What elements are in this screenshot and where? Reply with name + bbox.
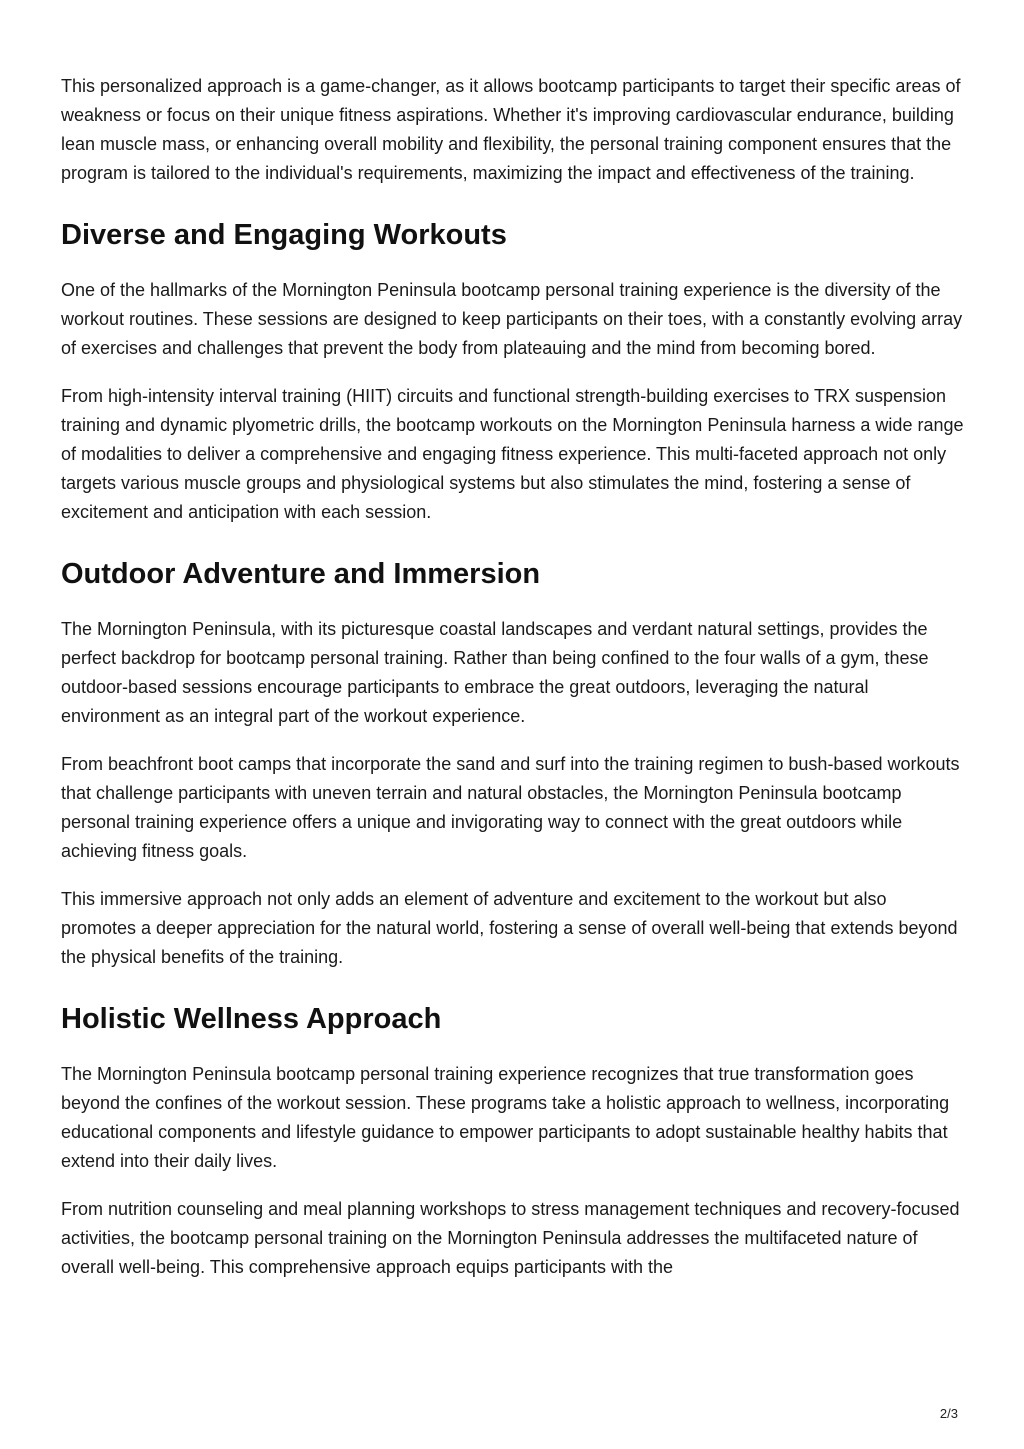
intro-paragraph: This personalized approach is a game-changer, as it allows bootcamp participants to target their specific areas of weakness or focus on their unique fitness aspirations. Whether it's improving cardiovascular endurance, building lean muscle mass, or enhancing overall mobility and flexibility, the personal training component ensures that the program is tailored to the individual's requirements, maximizing the impact and effectiveness of the training. [61,76,961,183]
section-paragraph: The Mornington Peninsula bootcamp personal training experience recognizes that true transformation goes beyond the confines of the workout session. These programs take a holistic approach to wellness, incorporating educational components and lifestyle guidance to empower participants to adopt sustainable healthy habits that extend into their daily lives. [61,1064,950,1171]
section-heading-diverse-workouts: Diverse and Engaging Workouts [61,219,507,251]
section-paragraph: From nutrition counseling and meal planning workshops to stress management techniques and recovery-focused activities, the bootcamp personal training on the Mornington Peninsula addresses the multifaceted nature of overall well-being. This comprehensive approach equips participants with the [61,1199,960,1277]
section-paragraph: From high-intensity interval training (HIIT) circuits and functional strength-building exercises to TRX suspension training and dynamic plyometric drills, the bootcamp workouts on the Mornington Peninsula harness a wide range of modalities to deliver a comprehensive and engaging fitness experience. This multi-faceted approach not only targets various muscle groups and physiological systems but also stimulates the mind, fostering a sense of excitement and anticipation with each session. [61,386,964,522]
section-heading-holistic-wellness: Holistic Wellness Approach [61,1003,442,1035]
section-paragraph: This immersive approach not only adds an element of adventure and excitement to the workout but also promotes a deeper appreciation for the natural world, fostering a sense of overall well-being that extends beyond the physical benefits of the training. [61,889,958,967]
section-paragraph: From beachfront boot camps that incorporate the sand and surf into the training regimen to bush-based workouts that challenge participants with uneven terrain and natural obstacles, the Mornington Peninsula bootcamp personal training experience offers a unique and invigorating way to connect with the great outdoors while achieving fitness goals. [61,754,960,861]
section-paragraph: One of the hallmarks of the Mornington Peninsula bootcamp personal training experience is the diversity of the workout routines. These sessions are designed to keep participants on their toes, with a constantly evolving array of exercises and challenges that prevent the body from plateauing and the mind from becoming bored. [61,280,963,358]
document-body [61,72,965,1301]
page-number: 2/3 [939,1406,958,1421]
section-paragraph: The Mornington Peninsula, with its picturesque coastal landscapes and verdant natural settings, provides the perfect backdrop for bootcamp personal training. Rather than being confined to the four walls of a gym, these outdoor-based sessions encourage participants to embrace the great outdoors, leveraging the natural environment as an integral part of the workout experience. [61,619,929,726]
section-heading-outdoor-adventure: Outdoor Adventure and Immersion [61,558,541,590]
